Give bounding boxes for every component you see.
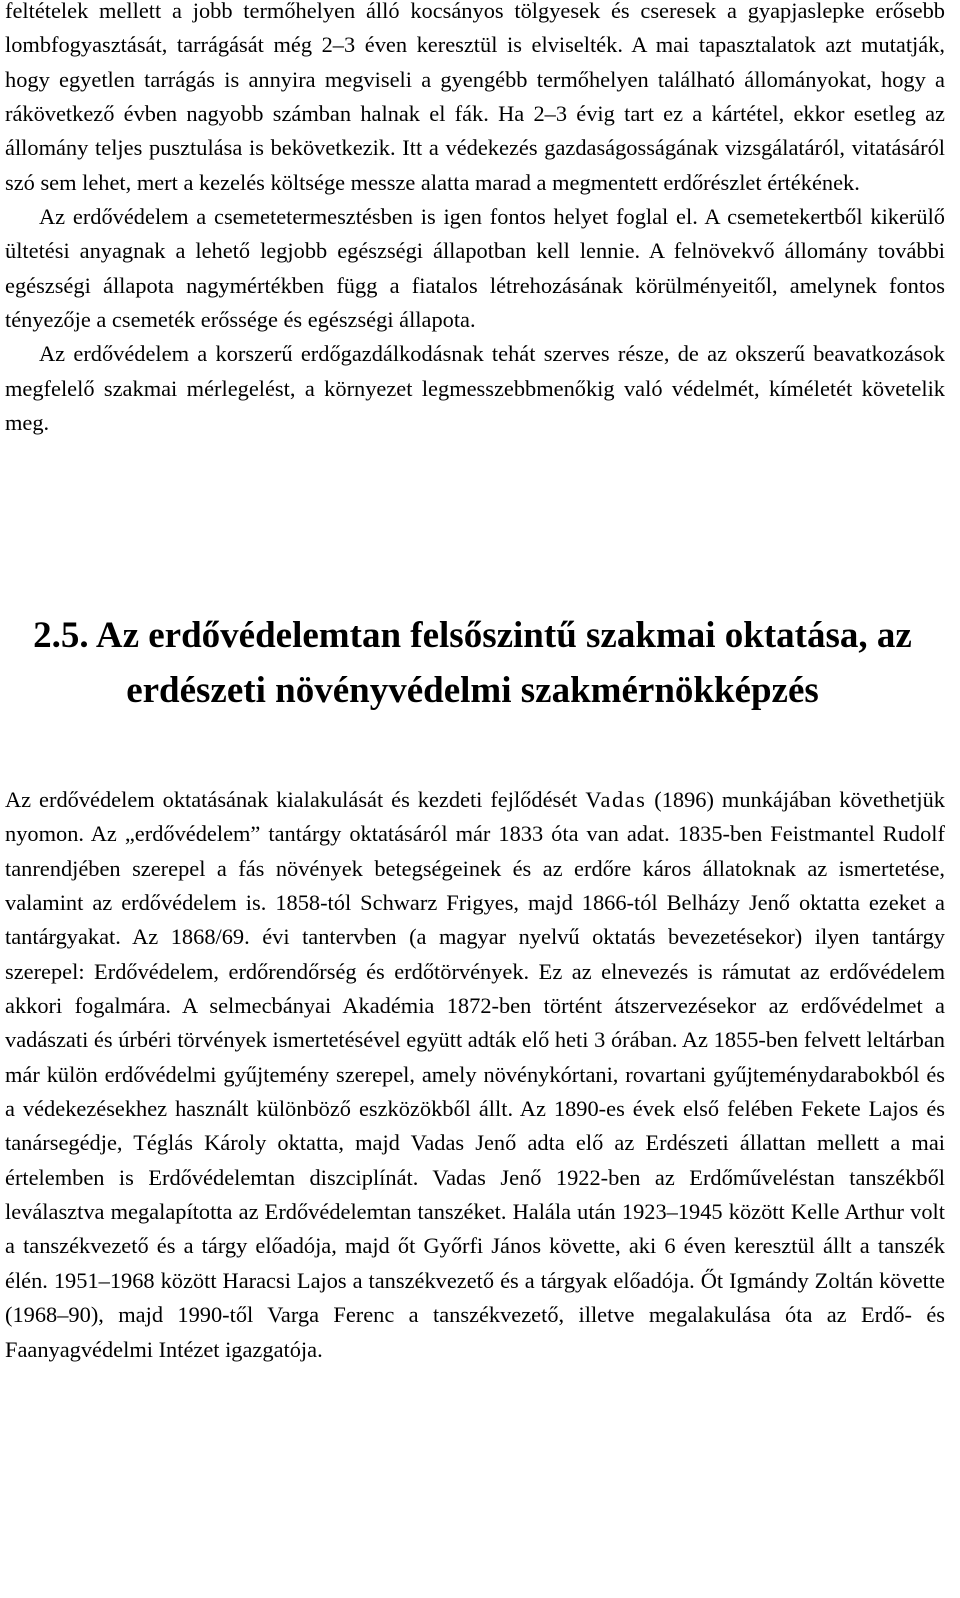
top-text-block	[5, 0, 945, 440]
paragraph-continuation: feltételek mellett a jobb termőhelyen álló kocsányos tölgyesek és cseresek a gyapjaslepke erősebb lombfogyasztását, tarrágását még 2–3 éven keresztül is elviselték. A mai tapasztalatok azt mutatják, hogy egyetlen tarrágás is annyira megviseli a gyengébb termőhelyen található állományokat, hogy a rákövetkező évben nagyobb számban halnak el fák. Ha 2–3 évig tart ez a kártétel, ekkor esetleg az állomány teljes pusztulása is bekövetkezik. Itt a védekezés gazdaságosságának vizsgálatáról, vitatásáról szó sem lehet, mert a kezelés költsége messze alatta marad a megmentett erdőrészlet értékének.	[5, 0, 945, 195]
paragraph-modern-forestry: Az erdővédelem a korszerű erdőgazdálkodásnak tehát szerves része, de az okszerű beavatkozások megfelelő szakmai mérlegelést, a környezet legmesszebbmenőkig való védelmét, kíméletét követelik meg.	[5, 341, 945, 436]
paragraph-education-history	[5, 783, 945, 1367]
bottom-text-block	[5, 783, 945, 1367]
section-heading: 2.5. Az erdővédelemtan felsőszintű szakmai oktatása, az erdészeti növényvédelmi szakmérnökképzés	[33, 615, 912, 711]
paragraph-text-rest: (1896) munkájában követhetjük nyomon. Az „erdővédelem” tantárgy oktatásáról már 1833 óta van adat. 1835-ben Feistmantel Rudolf tanrendjében szerepel a fás növények betegségeinek és az erdőre káros állatoknak az ismertetése, valamint az erdővédelem is. 1858-tól Schwarz Frigyes, majd 1866-tól Belházy Jenő oktatta ezeket a tantárgyakat. Az 1868/69. évi tantervben (a magyar nyelvű oktatás bevezetésekor) ilyen tantárgy szerepel: Erdővédelem, erdőrendőrség és erdőtörvények. Ez az elnevezés is rámutat az erdővédelem akkori fogalmára. A selmecbányai Akadémia 1872-ben történt átszervezésekor az erdővédelmet a vadászati és úrbéri törvények ismertetésével együtt adták elő heti 3 órában. Az 1855-ben felvett leltárban már külön erdővédelmi gyűjtemény szerepel, amely növénykórtani, rovartani gyűjteménydarabokból és a védekezésekhez használt különböző eszközökből állt. Az 1890-es évek első felében Fekete Lajos és tanársegédje, Téglás Károly oktatta, majd Vadas Jenő adta elő az Erdészeti állattan mellett a mai értelemben is Erdővédelemtan diszciplínát. Vadas Jenő 1922-ben az Erdőműveléstan tanszékből leválasztva megalapította az Erdővédelemtan tanszéket. Halála után 1923–1945 között Kelle Arthur volt a tanszékvezető és a tárgy előadója, majd őt Győrfi János követte, aki 6 éven keresztül állt a tanszék élén. 1951–1968 között Haracsi Lajos a tanszékvezető és a tárgyak előadója. Őt Igmándy Zoltán követte (1968–90), majd 1990-től Varga Ferenc a tanszékvezető, illetve megalakulása óta az Erdő- és Faanyagvédelmi Intézet igazgatója.	[5, 787, 945, 1362]
author-name-spaced: Vadas	[585, 787, 647, 812]
paragraph-text-start: Az erdővédelem oktatásának kialakulását és kezdeti fejlődését	[5, 787, 586, 812]
paragraph-nursery: Az erdővédelem a csemetetermesztésben is igen fontos helyet foglal el. A csemetekertből kikerülő ültetési anyagnak a lehető legjobb egészségi állapotban kell lennie. A felnövekvő állomány további egészségi állapota nagymértékben függ a fiatalos létrehozásának körülményeitől, amelynek fontos tényezője a csemeték erőssége és egészségi állapota.	[5, 204, 945, 333]
